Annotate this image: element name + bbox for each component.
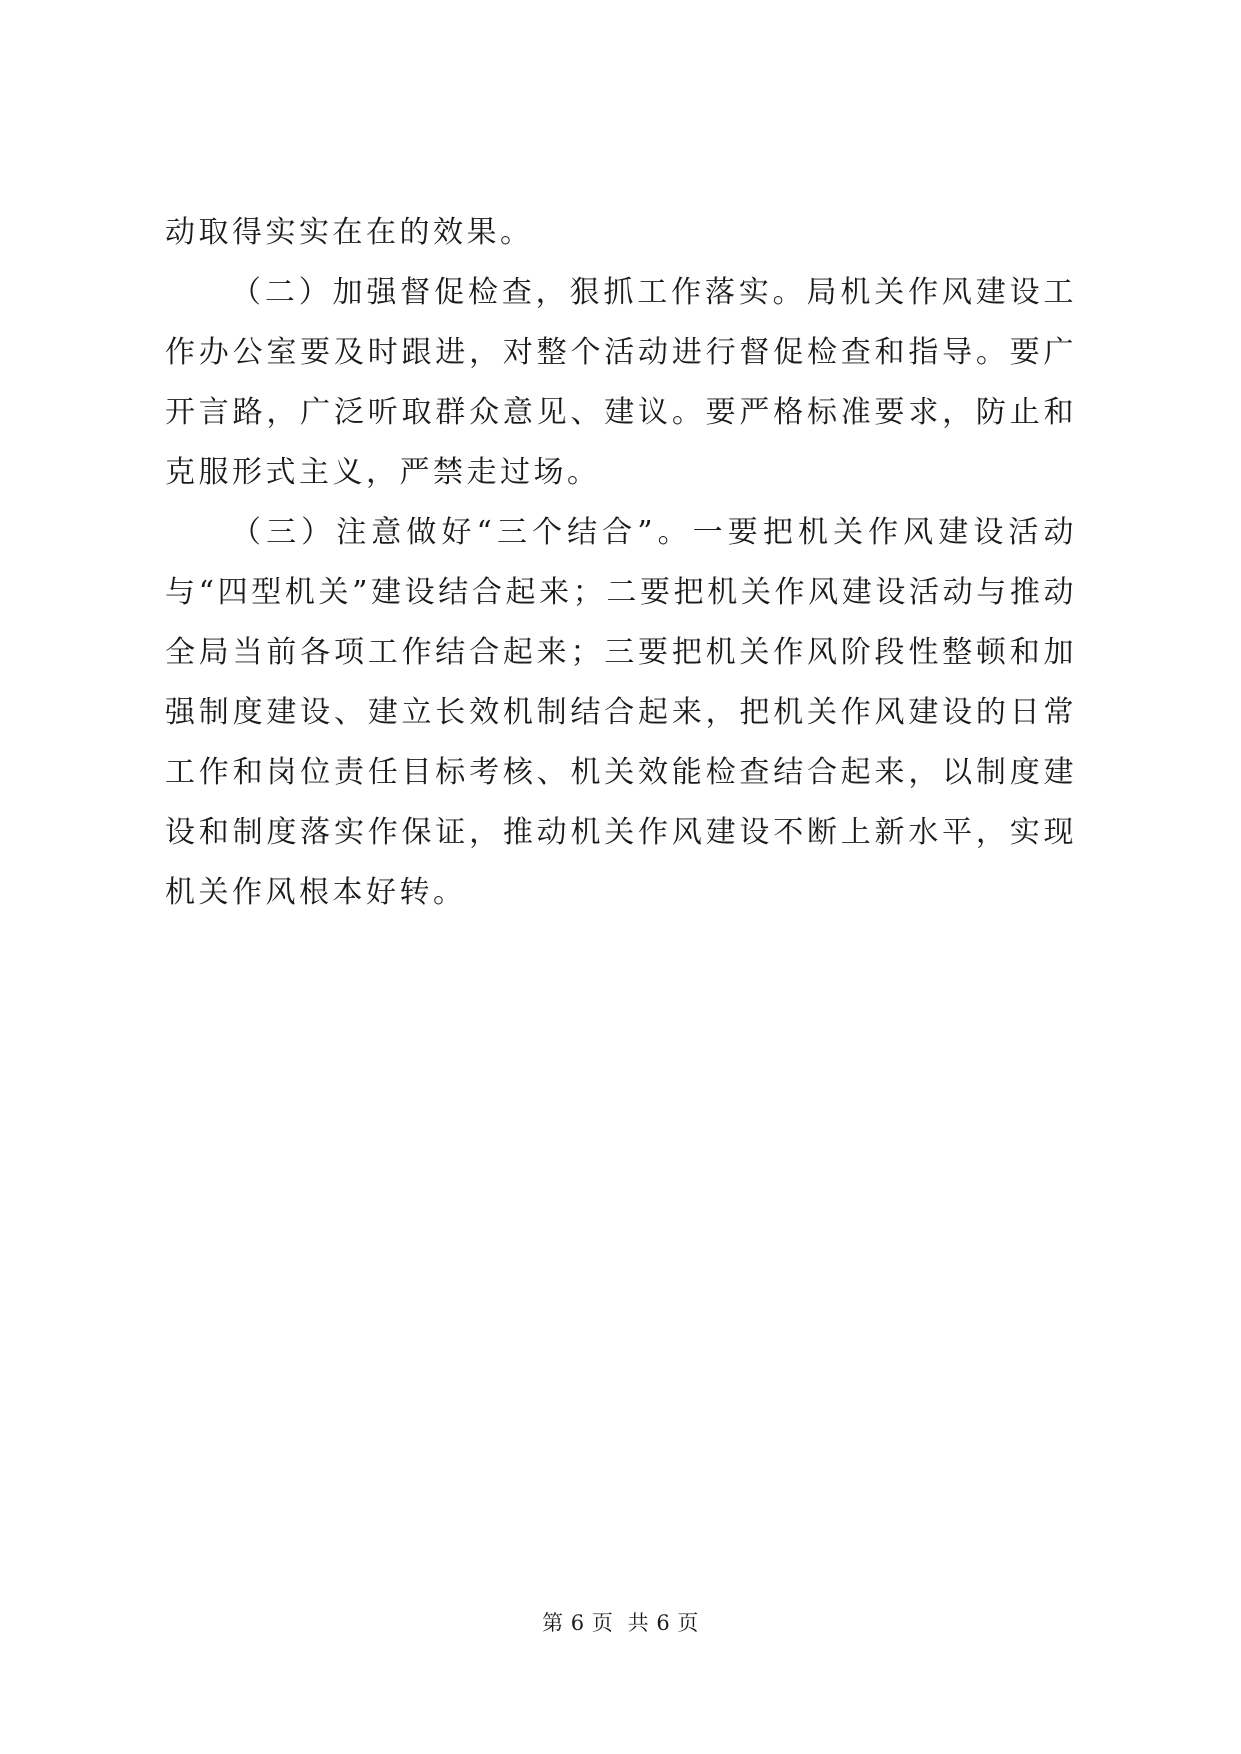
page-footer — [0, 1608, 1241, 1638]
document-body — [165, 203, 1077, 923]
paragraph-section-three: （三）注意做好“三个结合”。一要把机关作风建设活动与“四型机关”建设结合起来；二要把机关作风建设活动与推动全局当前各项工作结合起来；三要把机关作风阶段性整顿和加强制度建设、建立长效机制结合起来，把机关作风建设的日常工作和岗位责任目标考核、机关效能检查结合起来，以制度建设和制度落实作保证，推动机关作风建设不断上新水平，实现机关作风根本好转。 — [165, 515, 1077, 910]
paragraph-section-two: （二）加强督促检查，狠抓工作落实。局机关作风建设工作办公室要及时跟进，对整个活动进行督促检查和指导。要广开言路，广泛听取群众意见、建议。要严格标准要求，防止和克服形式主义，严禁走过场。 — [165, 275, 1077, 490]
page-number-label: 第 6 页 共 6 页 — [542, 1611, 699, 1635]
paragraph-continuation: 动取得实实在在的效果。 — [165, 215, 534, 250]
